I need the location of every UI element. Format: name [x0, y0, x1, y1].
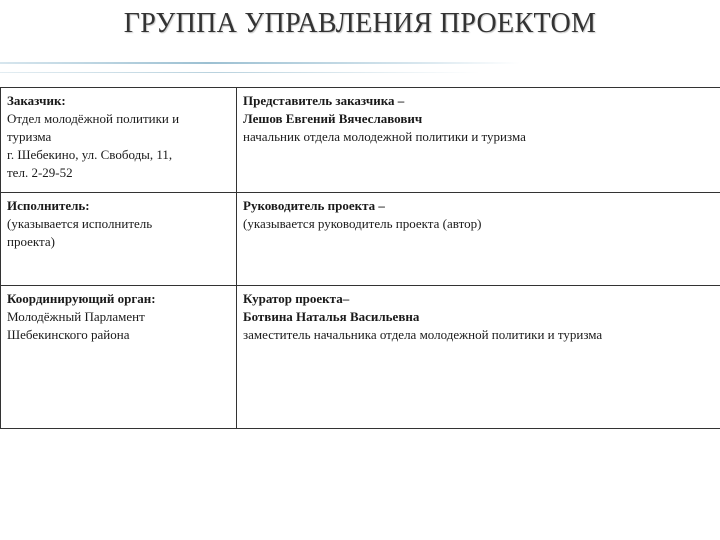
table-row-customer	[1, 88, 720, 193]
coordinating-body-cell	[1, 286, 237, 429]
project-manager-role-label: Руководитель проекта –	[243, 198, 385, 213]
project-manager-note: (указывается руководитель проекта (автор)	[243, 216, 482, 231]
project-manager-cell	[237, 193, 720, 286]
customer-role-label: Заказчик:	[7, 93, 66, 108]
curator-name: Ботвина Наталья Васильевна	[243, 309, 420, 324]
executor-note-line-1: (указывается исполнитель	[7, 216, 153, 231]
curator-role-label: Куратор проекта–	[243, 291, 350, 306]
representative-name: Лешов Евгений Вячеславович	[243, 111, 423, 126]
project-team-table	[0, 87, 720, 429]
coordinating-body-line-2: Шебекинского района	[7, 327, 130, 342]
customer-org-line-2: туризма	[7, 129, 52, 144]
title-divider	[0, 62, 520, 64]
table-row-coordinator	[1, 286, 720, 429]
curator-position: заместитель начальника отдела молодежной политики и туризма	[243, 327, 603, 342]
title-divider-secondary	[0, 72, 480, 73]
representative-position: начальник отдела молодежной политики и туризма	[243, 129, 526, 144]
customer-cell	[1, 88, 237, 193]
executor-role-label: Исполнитель:	[7, 198, 90, 213]
customer-org-line-1: Отдел молодёжной политики и	[7, 111, 180, 126]
customer-address: г. Шебекино, ул. Свободы, 11,	[7, 147, 173, 162]
customer-representative-cell	[237, 88, 720, 193]
executor-note-line-2: проекта)	[7, 234, 55, 249]
customer-phone: тел. 2-29-52	[7, 165, 73, 180]
executor-cell	[1, 193, 237, 286]
page-title: ГРУППА УПРАВЛЕНИЯ ПРОЕКТОМ	[123, 8, 597, 39]
representative-role-label: Представитель заказчика –	[243, 93, 405, 108]
coordinating-body-line-1: Молодёжный Парламент	[7, 309, 145, 324]
coordinating-body-role-label: Координирующий орган:	[7, 291, 156, 306]
project-curator-cell	[237, 286, 720, 429]
table-row-executor	[1, 193, 720, 286]
